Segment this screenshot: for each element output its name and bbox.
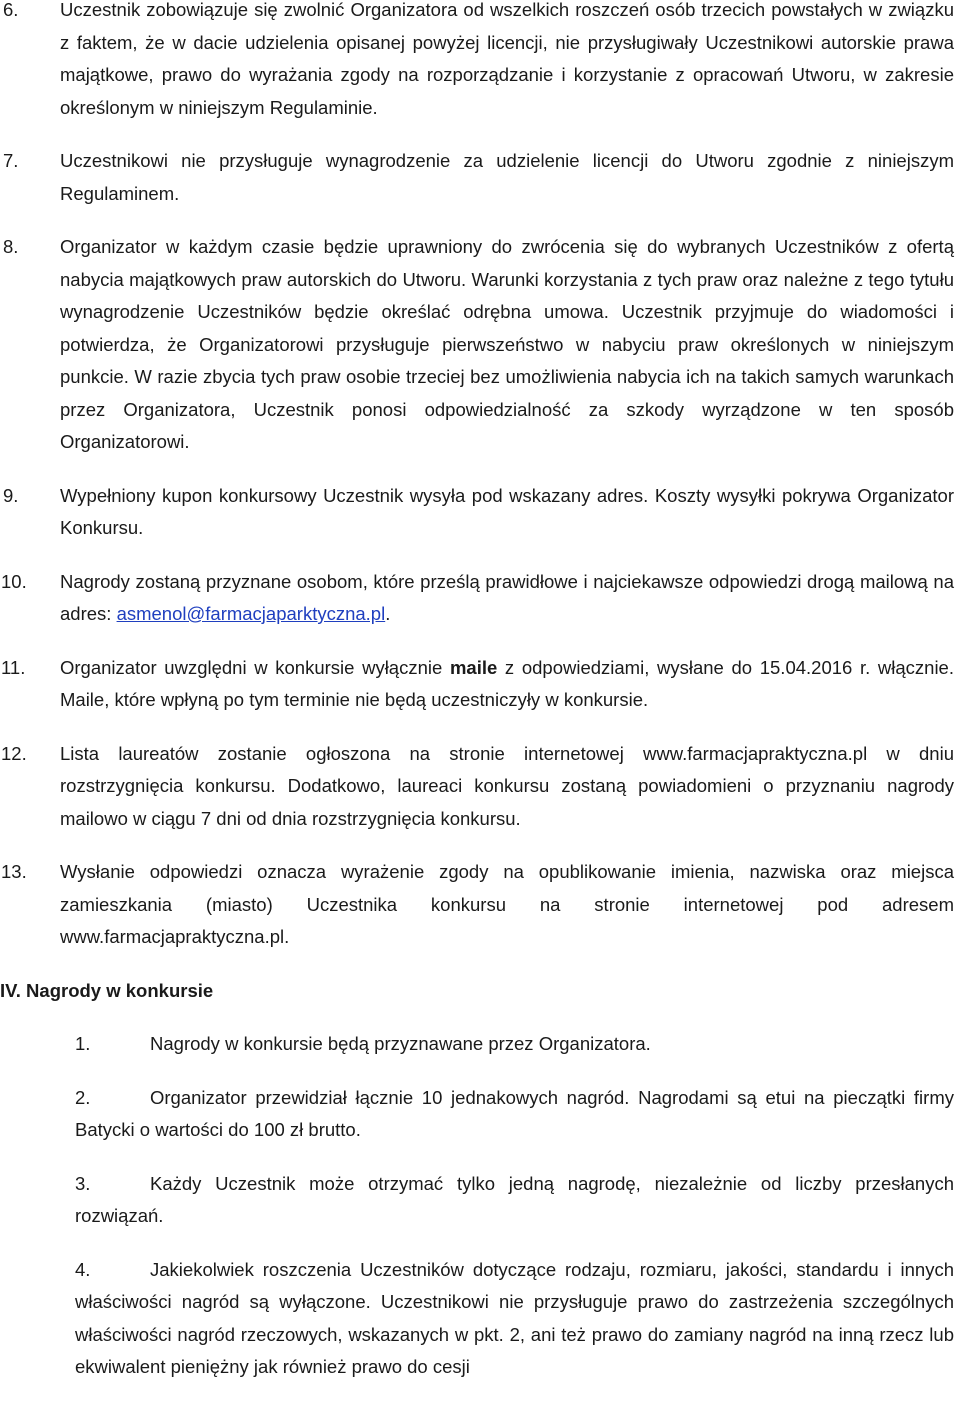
- item-number: 7.: [3, 150, 19, 171]
- rule-item-11: [0, 652, 960, 717]
- rule-item-6: [0, 0, 960, 124]
- prize-item-text: Każdy Uczestnik może otrzymać tylko jedną nagrodę, niezależnie od liczby przesłanych rozwiązań.: [75, 1172, 954, 1226]
- prize-item-number: 1.: [75, 1033, 91, 1054]
- rule-item-10: [0, 566, 960, 631]
- item-number: 6.: [3, 0, 19, 20]
- item-number: 9.: [3, 484, 19, 506]
- item-number: 11.: [1, 656, 26, 678]
- item-text: Nagrody zostaną przyznane osobom, które prześlą prawidłowe i najciekawsze odpowiedzi drogą mailową na adres:: [60, 570, 954, 624]
- prize-item-number: 2.: [75, 1086, 91, 1108]
- bold-keyword: maile: [449, 656, 498, 678]
- rule-item-13: [0, 856, 960, 954]
- prize-item-1: [0, 1028, 960, 1061]
- prize-item-text: Nagrody w konkursie będą przyznawane przez Organizatora.: [150, 1033, 651, 1054]
- prize-item-text: Organizator przewidział łącznie 10 jednakowych nagród. Nagrodami są etui na pieczątki firmy Batycki o wartości do 100 zł brutto.: [75, 1086, 954, 1140]
- item-text-end: z odpowiedziami, wysłane do 15.04.2016 r. włącznie. Maile, które wpłyną po tym terminie nie będą uczestniczyły w konkursie.: [60, 656, 954, 710]
- section-heading: IV. Nagrody w konkursie: [0, 979, 214, 1001]
- rule-item-8: [0, 231, 960, 459]
- email-link[interactable]: asmenol@farmacjaparktyczna.pl: [116, 603, 386, 624]
- rule-item-7: [0, 145, 960, 210]
- rule-item-9: [0, 480, 960, 545]
- item-number: 13.: [1, 861, 27, 882]
- item-number: 10.: [1, 570, 27, 592]
- rule-item-12: [0, 738, 960, 836]
- item-text: Wypełniony kupon konkursowy Uczestnik wysyła pod wskazany adres. Koszty wysyłki pokrywa Organizator Konkursu.: [60, 484, 954, 538]
- item-text-end: .: [385, 603, 391, 624]
- prize-item-3: [0, 1168, 960, 1233]
- item-number: 12.: [1, 742, 27, 764]
- prize-item-number: 4.: [75, 1258, 91, 1280]
- prize-item-4: [0, 1254, 960, 1384]
- item-text: Lista laureatów zostanie ogłoszona na stronie internetowej www.farmacjapraktyczna.pl w dniu rozstrzygnięcia konkursu. Dodatkowo, laureaci konkursu zostaną powiadomieni o przyznaniu nagrody mailowo w ciągu 7 dni od dnia rozstrzygnięcia konkursu.: [60, 742, 954, 829]
- item-text: Wysłanie odpowiedzi oznacza wyrażenie zgody na opublikowanie imienia, nazwiska oraz miejsca zamieszkania (miasto) Uczestnika konkursu na stronie internetowej pod adresem www.farmacjapraktyczna.pl.: [60, 861, 954, 947]
- prize-item-number: 3.: [75, 1172, 91, 1194]
- item-number: 8.: [3, 236, 19, 257]
- item-text: Uczestnikowi nie przysługuje wynagrodzenie za udzielenie licencji do Utworu zgodnie z niniejszym Regulaminem.: [60, 150, 954, 204]
- item-text: Organizator w każdym czasie będzie uprawniony do zwrócenia się do wybranych Uczestników z ofertą nabycia majątkowych praw autorskich do Utworu. Warunki korzystania z tych praw oraz należne z tego tytułu wynagrodzenie Uczestników będzie określać odrębna umowa. Uczestnik przyjmuje do wiadomości i potwierdza, że Organizatorowi przysługuje pierwszeństwo w nabyciu praw określonych w niniejszym punkcie. W razie zbycia tych praw osobie trzeciej bez umożliwienia nabycia ich na takich samych warunkach przez Organizatora, Uczestnik ponosi odpowiedzialność za szkody wyrządzone w ten sposób Organizatorowi.: [60, 236, 954, 452]
- prize-item-2: [0, 1082, 960, 1147]
- item-text: Uczestnik zobowiązuje się zwolnić Organizatora od wszelkich roszczeń osób trzecich powstałych w związku z faktem, że w dacie udzielenia opisanej powyżej licencji, nie przysługiwały Uczestnikowi autorskie prawa majątkowe, prawo do wyrażania zgody na rozporządzanie i korzystanie z opracowań Utworu, w zakresie określonym w niniejszym Regulaminie.: [60, 0, 954, 118]
- prize-item-text: Jakiekolwiek roszczenia Uczestników dotyczące rodzaju, rozmiaru, jakości, standardu i innych właściwości nagród są wyłączone. Uczestnikowi nie przysługuje prawo do zastrzeżenia szczególnych właściwości nagród rzeczowych, wskazanych w pkt. 2, ani też prawo do zamiany nagród na inną rzecz lub ekwiwalent pieniężny jak również prawo do cesji: [75, 1258, 954, 1377]
- item-text: Organizator uwzględni w konkursie wyłącznie: [60, 656, 450, 678]
